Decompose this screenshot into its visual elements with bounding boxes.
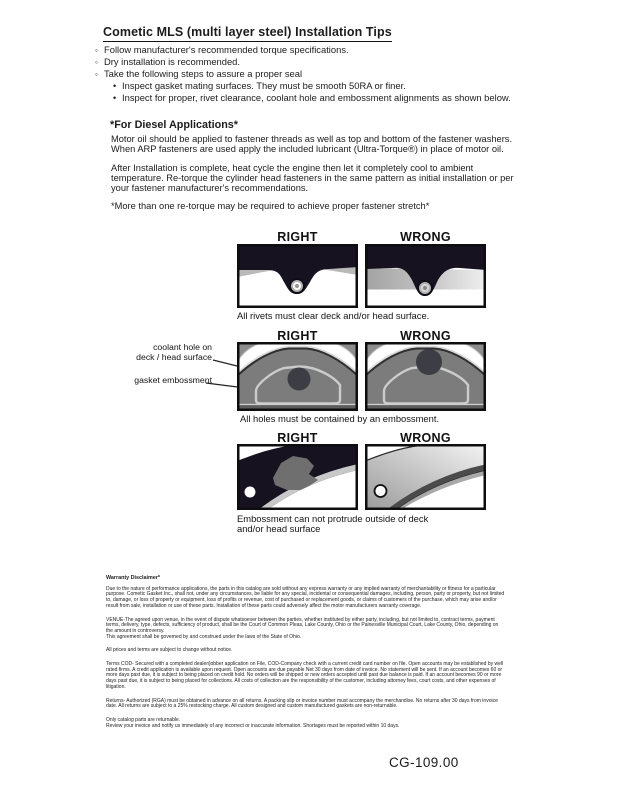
doc-number: CG-109.00: [389, 755, 459, 770]
row1-right-label: RIGHT: [277, 230, 318, 244]
bullet-text: Inspect gasket mating surfaces. They must be smooth 50RA or finer.: [122, 80, 406, 92]
row2-wrong-label: WRONG: [400, 329, 451, 343]
row1-caption: All rivets must clear deck and/or head surface.: [237, 310, 430, 321]
bullet-text: Take the following steps to assure a proper seal: [104, 68, 303, 80]
circle-bullet-icon: ◦: [95, 57, 99, 68]
row2-caption: All holes must be contained by an embossment.: [240, 413, 440, 424]
row1-wrong-label: WRONG: [400, 230, 451, 244]
rivet-clearance-right-diagram: [237, 244, 358, 308]
diesel-paragraph-1: Motor oil should be applied to fastener threads as well as top and bottom of the fastener washers. When ARP fasteners are used apply the included lubricant (Ultra-Torque®) in place of motor oil.: [111, 134, 513, 154]
row2-right-label: RIGHT: [277, 329, 318, 343]
terms-paragraph: Terms COD- Secured with a completed dealer/jobber application on File, COD-Company check with a current credit card number on file. Open accounts may be established by well rated firms. A credit application is available upon request. Open accounts are due payable Net 30 days from date of invoice. No statement will be sent. If an account becomes 60 or more days past due, it is subject to being placed on credit hold. No orders will be shipped or new orders accepted until past due balance is paid. If an account becomes 90 or more days past due, it is subject to being placed for collections. All costs of collection are the responsibility of the customer, including attorney fees, court costs, and other expenses of litigation.: [106, 661, 504, 690]
embossment-containment-wrong-diagram: [365, 342, 486, 411]
bolt-hole-icon: [375, 485, 387, 497]
embossment-protrusion-wrong-diagram: [365, 444, 486, 510]
circle-bullet-icon: ◦: [95, 45, 99, 55]
row3-right-label: RIGHT: [277, 431, 318, 445]
installation-tips-heading: Cometic MLS (multi layer steel) Installation Tips: [103, 25, 392, 42]
bullet-text: Follow manufacturer's recommended torque specifications.: [104, 44, 349, 55]
venue-paragraph: VENUE-The agreed upon venue, in the event of dispute whatsoever between the parties, whether instituted by either party, including, but not limited to, contract terms, payment terms, delivery, type, defects, sufficiency of product, shall be the Court of Common Pleas, Lake County, Ohio or the Painesville Municipal Court, Lake County, Ohio, depending on the amount in controversy.: [106, 616, 499, 634]
sub-bullet-item: [113, 92, 525, 104]
retorque-note: *More than one re-torque may be required to achieve proper fastener stretch*: [111, 201, 430, 211]
returns-paragraph: Returns- Authorized (RGA) must be obtained in advance on all returns. A packing slip or invoice number must accompany the merchandise. No returns after 30 days from invoice date. All returns are subject to a 25% restocking charge. All custom designed and custom manufactured gaskets are non-returnable.: [106, 697, 498, 710]
bullet-item: [95, 56, 525, 68]
bullet-text: Dry installation is recommended.: [104, 56, 240, 68]
coolant-hole-annotation: coolant hole on deck / head surface: [136, 342, 212, 362]
bullet-text: Inspect for proper, rivet clearance, coolant hole and embossment alignments as shown below.: [122, 92, 511, 104]
coolant-hole-icon: [416, 349, 442, 375]
bullet-item: [95, 68, 525, 80]
bullet-item: [95, 44, 525, 56]
embossment-protrusion-right-diagram: [237, 444, 358, 510]
governing-law-paragraph: This agreement shall be governed by and construed under the laws of the State of Ohio.: [106, 633, 302, 640]
embossment-containment-right-diagram: [237, 342, 358, 411]
diesel-applications-heading: *For Diesel Applications*: [110, 119, 238, 131]
diesel-paragraph-2: After Installation is complete, heat cycle the engine then let it completely cool to ambient temperature. Re-torque the cylinder head fasteners in the same pattern as initial installation or per your fastener manufacturer's recommendations.: [111, 163, 514, 193]
warranty-disclaimer: [106, 576, 506, 729]
rivet-clearance-wrong-diagram: [365, 244, 486, 308]
circle-bullet-icon: ◦: [95, 69, 99, 80]
warranty-disclaimer-heading: Warranty Disclaimer*: [106, 575, 161, 581]
sub-bullet-item: [113, 80, 525, 92]
dot-bullet-icon: •: [113, 93, 117, 104]
catalog-parts-paragraph: Only catalog parts are returnable.: [106, 716, 181, 723]
row3-wrong-label: WRONG: [400, 431, 451, 445]
coolant-hole-icon: [288, 368, 311, 391]
gasket-embossment-annotation: gasket embossment: [134, 375, 212, 385]
review-invoice-paragraph: Review your invoice and notify us immediately of any incorrect or inaccurate information. Shortages must be reported within 10 days.: [106, 722, 400, 729]
warranty-paragraph: Due to the nature of performance applications, the parts in this catalog are sold without any express warranty or any implied warranty of merchantability or fitness for a particular purpose. Cometic Gasket Inc., shall not, under any circumstances, be liable for any special, incidental or consequential damages, including, person, party or property, but not limited to, damage, or loss of property or equipment, loss of profits or revenue, cost of purchased or replacement goods, or claims of customers of the purchase, which may arise and/or result from sale, installation or use of these parts. Installation of these parts could adversely affect the motor manufacturers warranty coverage.: [106, 585, 505, 609]
dot-bullet-icon: •: [113, 81, 117, 92]
tips-bullet-list: [95, 44, 525, 104]
prices-paragraph: All prices and terms are subject to change without notice.: [106, 647, 233, 654]
row3-caption: Embossment can not protrude outside of deck and/or head surface: [237, 513, 429, 535]
bolt-hole-icon: [245, 487, 256, 498]
